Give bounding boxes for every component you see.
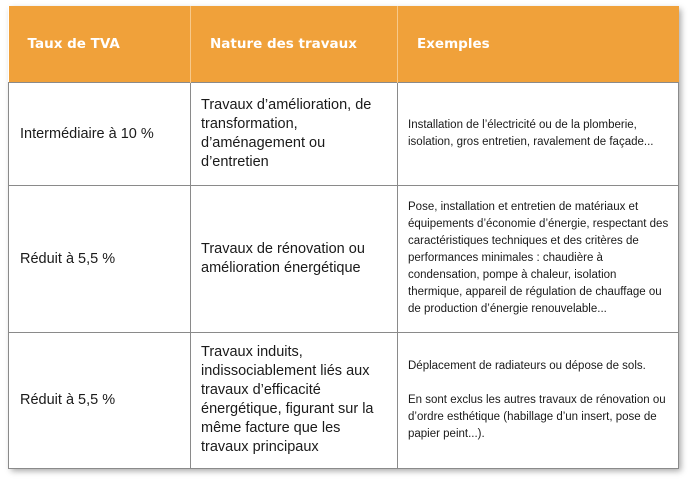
header-nature: Nature des travaux (191, 6, 398, 82)
rate-cell: Réduit à 5,5 % (9, 332, 191, 468)
example-text: Déplacement de radiateurs ou dépose de sols. (408, 359, 646, 372)
nature-cell: Travaux d’amélioration, de transformation, d’aménagement ou d’entretien (191, 82, 398, 185)
rate-cell: Réduit à 5,5 % (9, 185, 191, 332)
nature-cell: Travaux de rénovation ou amélioration énergétique (191, 185, 398, 332)
examples-cell (398, 82, 679, 185)
example-text: Pose, installation et entretien de matériaux et équipements d’économie d’énergie, respectant des caractéristiques techniques et des critères de performances minimales : chaudière à condensation, pompe à chaleur, isolation thermique, appareil de régulation de chauffage ou de production d’énergie renouvelable... (408, 201, 669, 315)
example-exclusion-text: En sont exclus les autres travaux de rénovation ou d’ordre esthétique (habillage d’un insert, pose de papier peint...). (408, 393, 666, 440)
example-text: Installation de l’électricité ou de la plomberie, isolation, gros entretien, ravalement de façade... (408, 118, 654, 148)
nature-cell: Travaux induits, indissociablement liés aux travaux d’efficacité énergétique, figurant sur la même facture que les travaux principaux (191, 332, 398, 468)
table-row (9, 82, 679, 185)
vat-rates-table (8, 6, 679, 469)
table-row (9, 332, 679, 468)
vat-table-frame (8, 6, 678, 468)
header-examples: Exemples (398, 6, 679, 82)
table-header-row (9, 6, 679, 82)
table-row (9, 185, 679, 332)
examples-cell (398, 332, 679, 468)
examples-cell (398, 185, 679, 332)
header-rate: Taux de TVA (9, 6, 191, 82)
rate-cell: Intermédiaire à 10 % (9, 82, 191, 185)
